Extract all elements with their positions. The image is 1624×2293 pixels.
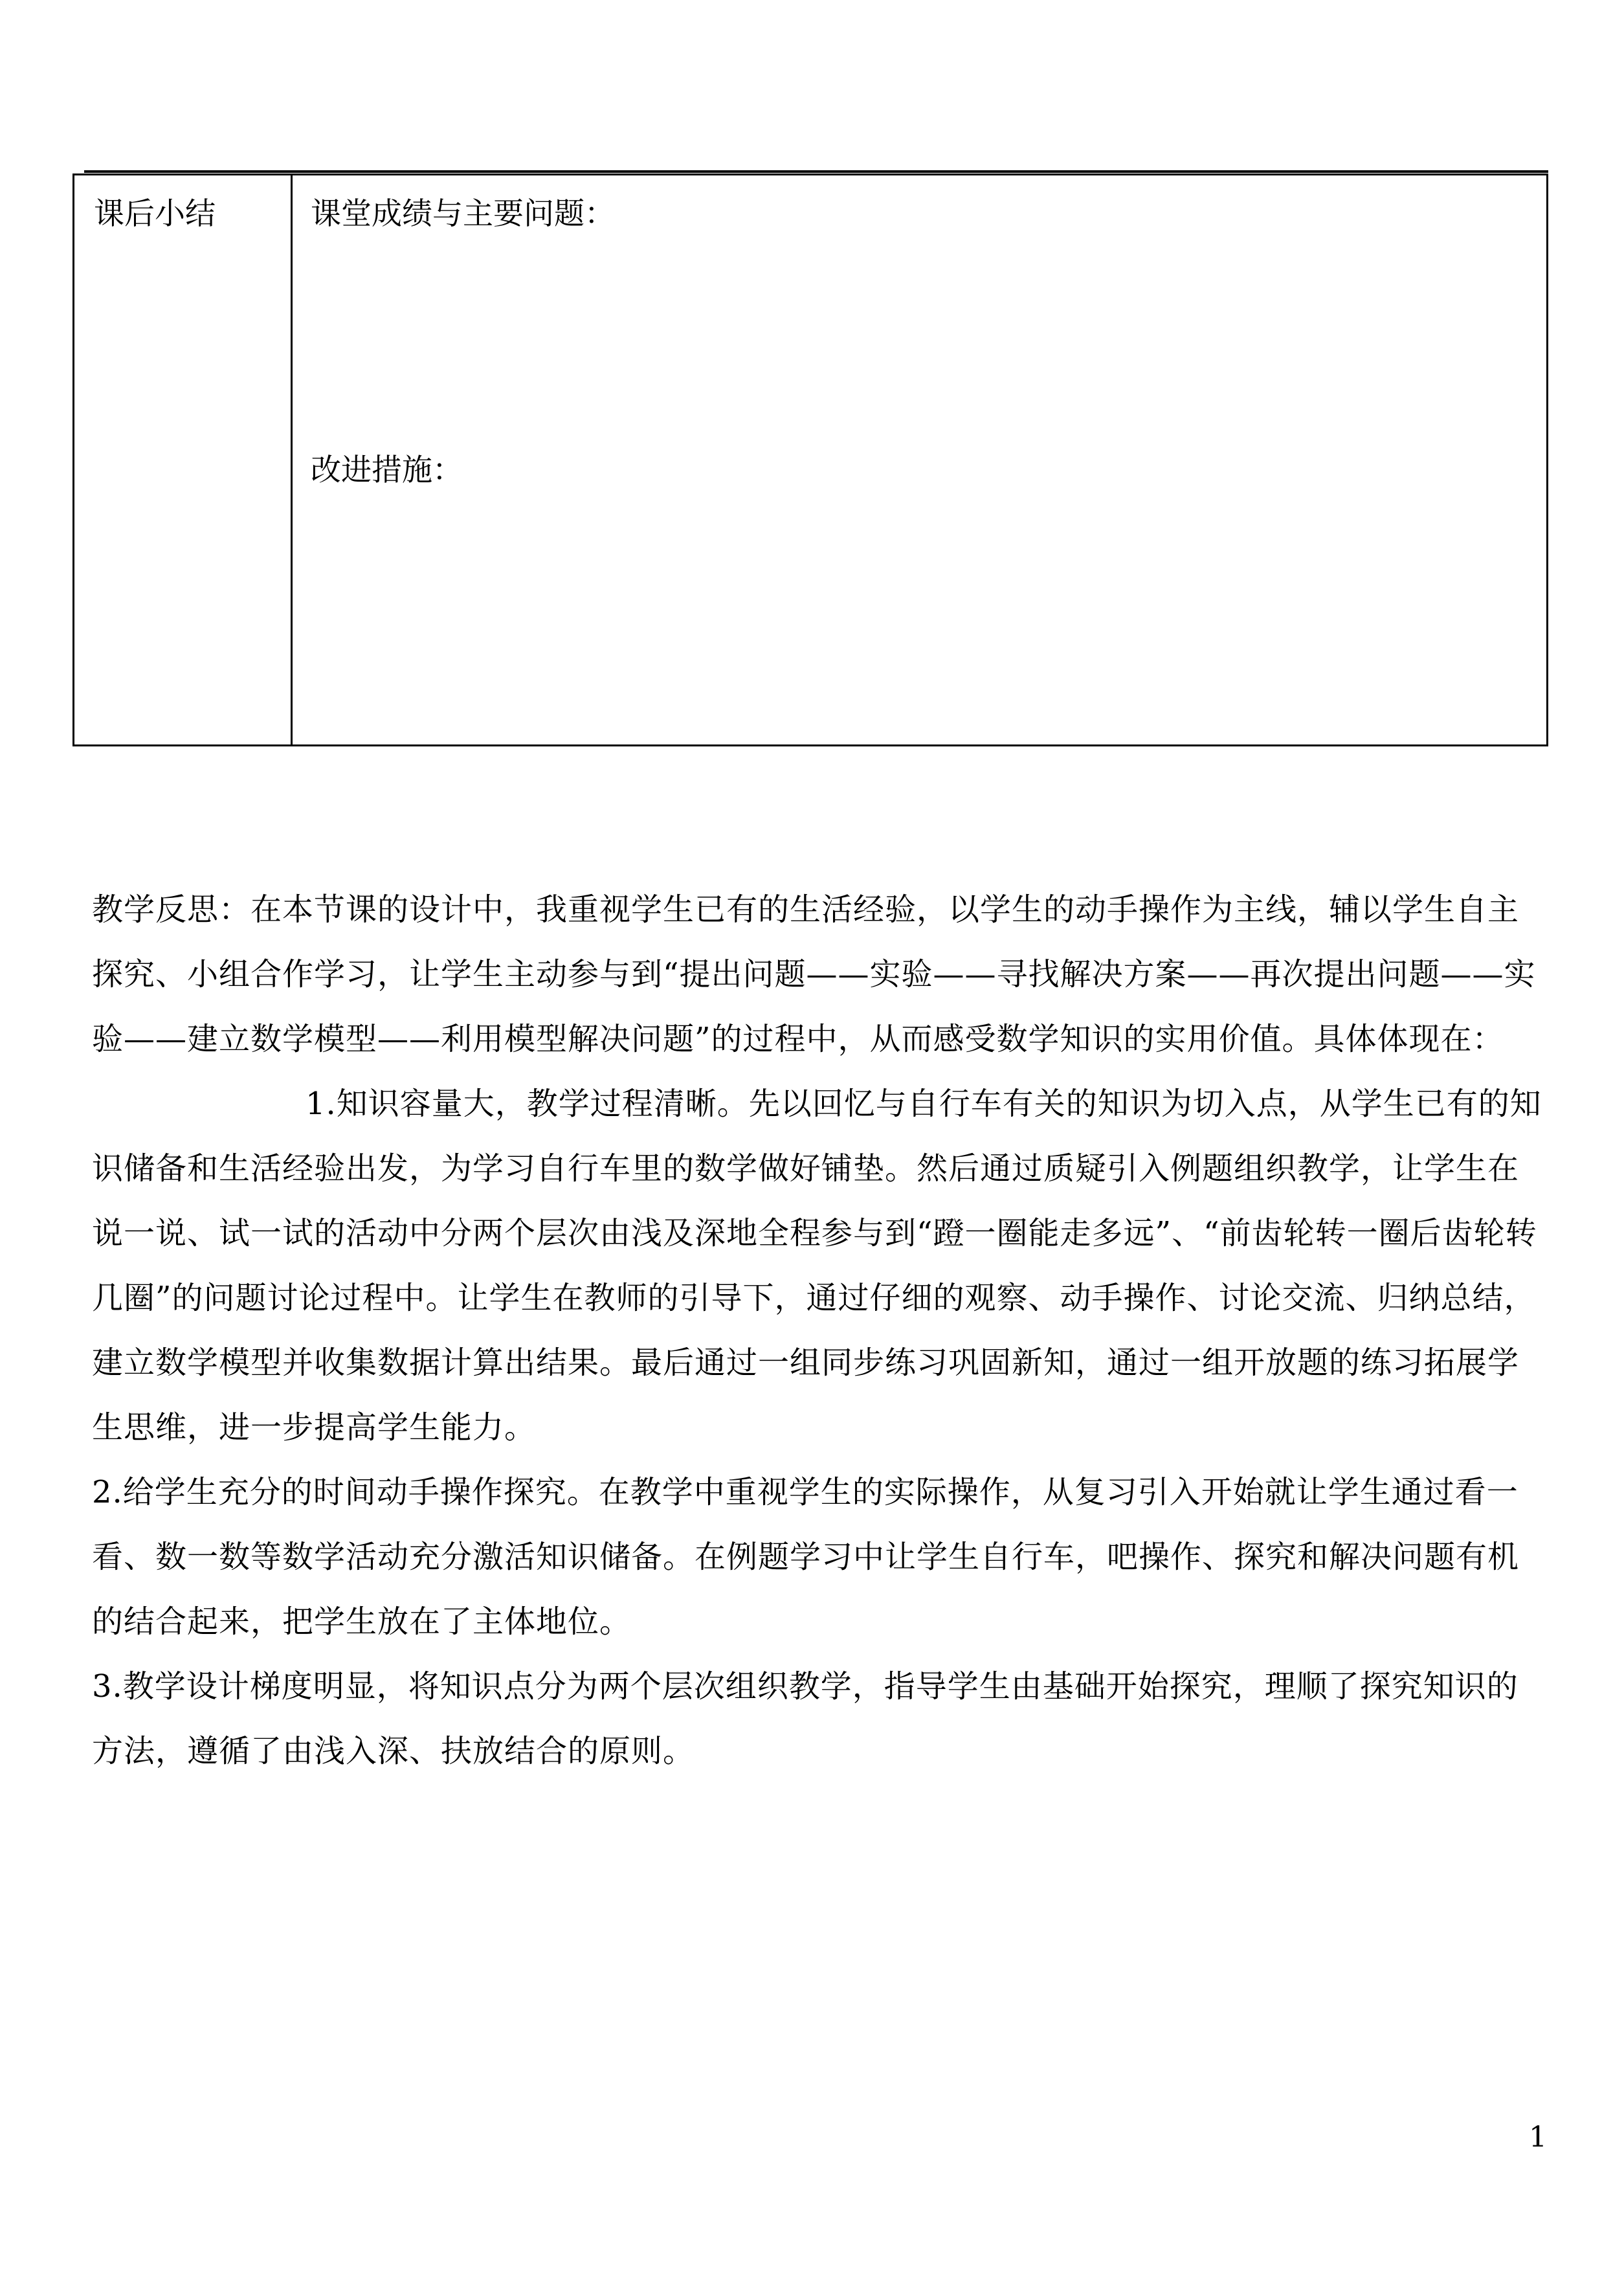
summary-row bbox=[74, 175, 1548, 746]
reflection-point-2: 2.给学生充分的时间动手操作探究。在教学中重视学生的实际操作，从复习引入开始就让学生通过看一看、数一数等数学活动充分激活知识储备。在例题学习中让学生自行车，吧操作、探究和解决问题有机的结合起来，把学生放在了主体地位。 bbox=[92, 1474, 1520, 1640]
reflection-paragraph bbox=[92, 877, 1548, 1460]
summary-label: 课后小结 bbox=[94, 196, 216, 232]
teaching-reflection bbox=[92, 877, 1548, 1784]
reflection-intro: 教学反思：在本节课的设计中，我重视学生已有的生活经验，以学生的动手操作为主线，辅以学生自主探究、小组合作学习，让学生主动参与到“提出问题——实验——寻找解决方案——再次提出问题——实验——建立数学模型——利用模型解决问题”的过程中，从而感受数学知识的实用价值。具体体现在： bbox=[92, 891, 1536, 1057]
summary-table bbox=[72, 173, 1548, 746]
summary-label-cell bbox=[74, 175, 292, 746]
top-rule bbox=[84, 170, 1548, 173]
page-number: 1 bbox=[1529, 2121, 1547, 2154]
reflection-point-1: 1.知识容量大，教学过程清晰。先以回忆与自行车有关的知识为切入点，从学生已有的知识储备和生活经验出发，为学习自行车里的数学做好铺垫。然后通过质疑引入例题组织教学，让学生在说一说、试一试的活动中分两个层次由浅及深地全程参与到“蹬一圈能走多远”、“前齿轮转一圈后齿轮转几圈”的问题讨论过程中。让学生在教师的引导下，通过仔细的观察、动手操作、讨论交流、归纳总结，建立数学模型并收集数据计算出结果。最后通过一组同步练习巩固新知，通过一组开放题的练习拓展学生思维，进一步提高学生能力。 bbox=[92, 1086, 1542, 1446]
reflection-point-3: 3.教学设计梯度明显，将知识点分为两个层次组织教学，指导学生由基础开始探究，理顺了探究知识的方法，遵循了由浅入深、扶放结合的原则。 bbox=[92, 1668, 1518, 1769]
summary-content-cell bbox=[292, 175, 1548, 746]
improvements-field-label: 改进措施： bbox=[311, 453, 463, 488]
achievements-field-label: 课堂成绩与主要问题： bbox=[311, 196, 615, 232]
